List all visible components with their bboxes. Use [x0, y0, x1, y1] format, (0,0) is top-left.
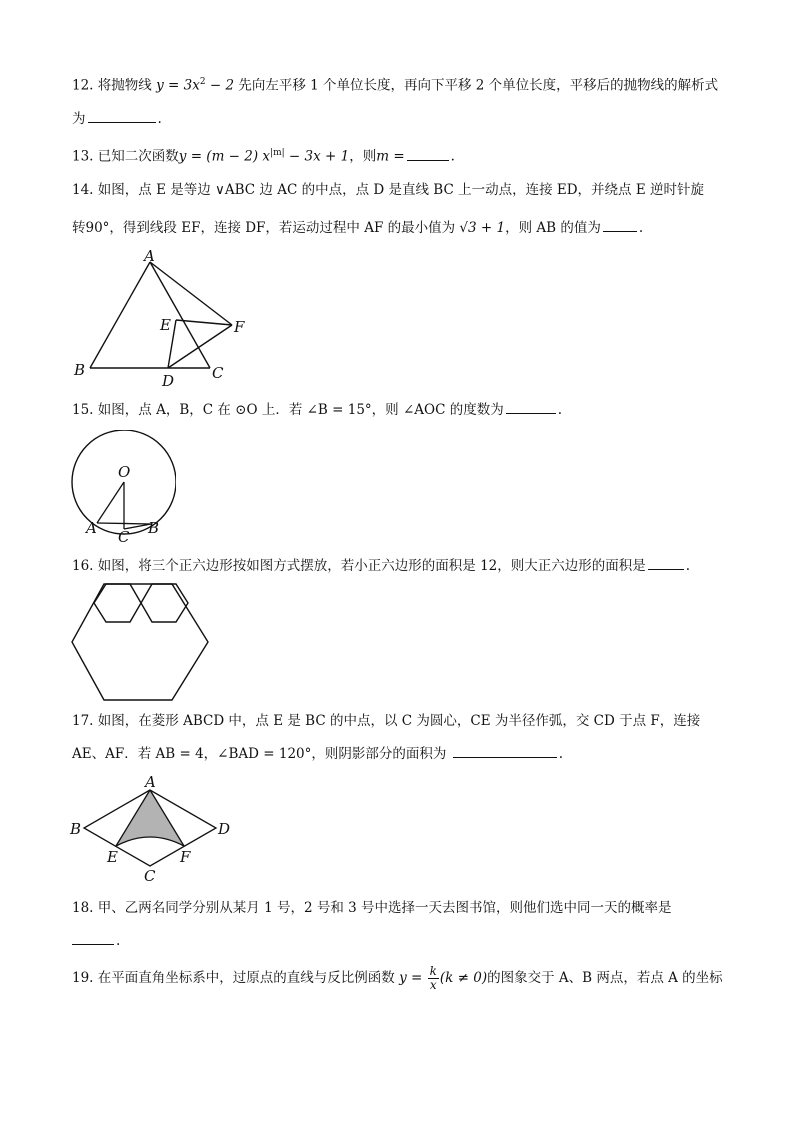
q15-label-o: O [118, 463, 131, 481]
q16-small-hexagon-right [141, 584, 188, 622]
q17-label-a: A [145, 773, 156, 791]
q13-pre: 已知二次函数 [97, 148, 179, 165]
q12-exp: 2 [199, 77, 206, 87]
q18-number: 18. [72, 900, 94, 916]
q15-number: 15. [72, 402, 94, 418]
q17-figure [66, 772, 246, 884]
q14-sqrt: √3 + 1 [459, 220, 506, 236]
q16-answer-blank[interactable] [648, 555, 684, 570]
q13-number: 13. [72, 148, 94, 165]
q15-text: 如图，点 A，B，C 在 ⊙O 上．若 ∠B = 15°，则 ∠AOC 的度数为 [97, 402, 504, 418]
q17-text2: AE、AF．若 AB = 4，∠BAD = 120°，则阴影部分的面积为 [72, 746, 447, 762]
question-19 [72, 964, 723, 992]
q12-expr: y = 3x [156, 77, 200, 94]
q14-edge-ab [90, 262, 150, 368]
q15-answer-blank[interactable] [506, 399, 556, 414]
q17-label-f: F [180, 848, 191, 866]
q19-cond: (k ≠ 0) [439, 970, 488, 986]
question-18-line1 [72, 898, 672, 918]
question-14-line2 [72, 217, 643, 238]
q17-label-e: E [107, 848, 118, 866]
question-13 [72, 143, 455, 167]
q14-end: . [638, 220, 644, 236]
question-12-line1 [72, 72, 718, 96]
q17-label-c: C [144, 867, 156, 884]
q17-end: . [558, 746, 563, 762]
question-18-line2 [72, 930, 120, 951]
q14-label-e: E [160, 316, 171, 334]
q17-text1: 如图，在菱形 ABCD 中，点 E 是 BC 的中点，以 C 为圆心，CE 为半径作弧，交 CD 于点 F，连接 [97, 713, 701, 729]
q14-figure [70, 250, 260, 390]
q14-label-a: A [144, 250, 155, 265]
q19-pre: 在平面直角坐标系中，过原点的直线与反比例函数 [97, 970, 395, 986]
q12-post: 先向左平移 1 个单位长度，再向下平移 2 个单位长度，平移后的抛物线的解析式 [238, 77, 719, 94]
q13-expr2: − 3x + 1 [284, 148, 350, 165]
q16-text: 如图，将三个正六边形按如图方式摆放，若小正六边形的面积是 12，则大正六边形的面积是 [97, 558, 646, 574]
q15-label-a: A [86, 519, 97, 537]
q13-answer-blank[interactable] [407, 146, 449, 161]
q14-answer-blank[interactable] [603, 217, 637, 232]
q14-text1: 如图，点 E 是等边 ∨ABC 边 AC 的中点，点 D 是直线 BC 上一动点，连接 ED，并绕点 E 逆时针旋 [97, 182, 704, 198]
q13-end: . [450, 148, 455, 165]
q14-label-f: F [234, 318, 245, 336]
q17-label-d: D [218, 820, 231, 838]
q15-segment-oa [97, 482, 124, 523]
question-17-line1 [72, 711, 700, 731]
q14-edge-ac [150, 262, 210, 368]
q12-number: 12. [72, 77, 94, 94]
q17-answer-blank[interactable] [453, 743, 557, 758]
q14-text2b: ，则 AB 的值为 [505, 220, 601, 236]
question-14-line1 [72, 180, 704, 200]
q14-label-c: C [212, 364, 224, 382]
q19-y: y = [399, 970, 423, 986]
q18-end: . [116, 933, 121, 949]
q18-text: 甲、乙两名同学分别从某月 1 号，2 号和 3 号中选择一天去图书馆，则他们选中同一天的概率是 [97, 900, 672, 916]
q19-numerator: k [429, 964, 437, 978]
question-12-line2 [72, 108, 162, 129]
question-15 [72, 399, 562, 420]
q17-number: 17. [72, 713, 94, 729]
q14-label-d: D [162, 372, 175, 390]
q15-label-c: C [118, 528, 130, 545]
q14-text2a: 转90°，得到线段 EF，连接 DF，若运动过程中 AF 的最小值为 [72, 220, 456, 236]
q15-label-b: B [148, 519, 160, 537]
q12-line2: 为 [72, 111, 86, 127]
q16-end: . [685, 558, 691, 574]
q12-end: . [157, 111, 162, 127]
question-17-line2 [72, 743, 563, 764]
q12-pre: 将抛物线 [97, 77, 152, 94]
q13-expr: y = (m − 2) x [178, 148, 271, 165]
q13-var: m = [376, 148, 405, 165]
q13-exp: |m| [270, 148, 285, 158]
q13-post: ，则 [349, 148, 377, 165]
q16-figure [70, 582, 212, 704]
q14-number: 14. [72, 182, 94, 198]
q17-label-b: B [70, 820, 82, 838]
q14-segment-df [168, 325, 232, 368]
q12-expr2: − 2 [205, 77, 235, 94]
q16-number: 16. [72, 558, 94, 574]
q19-number: 19. [72, 970, 94, 986]
q19-denominator: x [429, 978, 437, 992]
q15-figure [66, 430, 176, 545]
q15-end: . [557, 402, 563, 418]
question-16 [72, 555, 690, 576]
q15-segment-ab [97, 523, 151, 524]
q19-post: 的图象交于 A、B 两点，若点 A 的坐标 [487, 970, 723, 986]
q18-answer-blank[interactable] [72, 930, 114, 945]
q14-label-b: B [74, 361, 86, 379]
q19-fraction [428, 965, 439, 992]
q12-answer-blank[interactable] [88, 108, 156, 123]
